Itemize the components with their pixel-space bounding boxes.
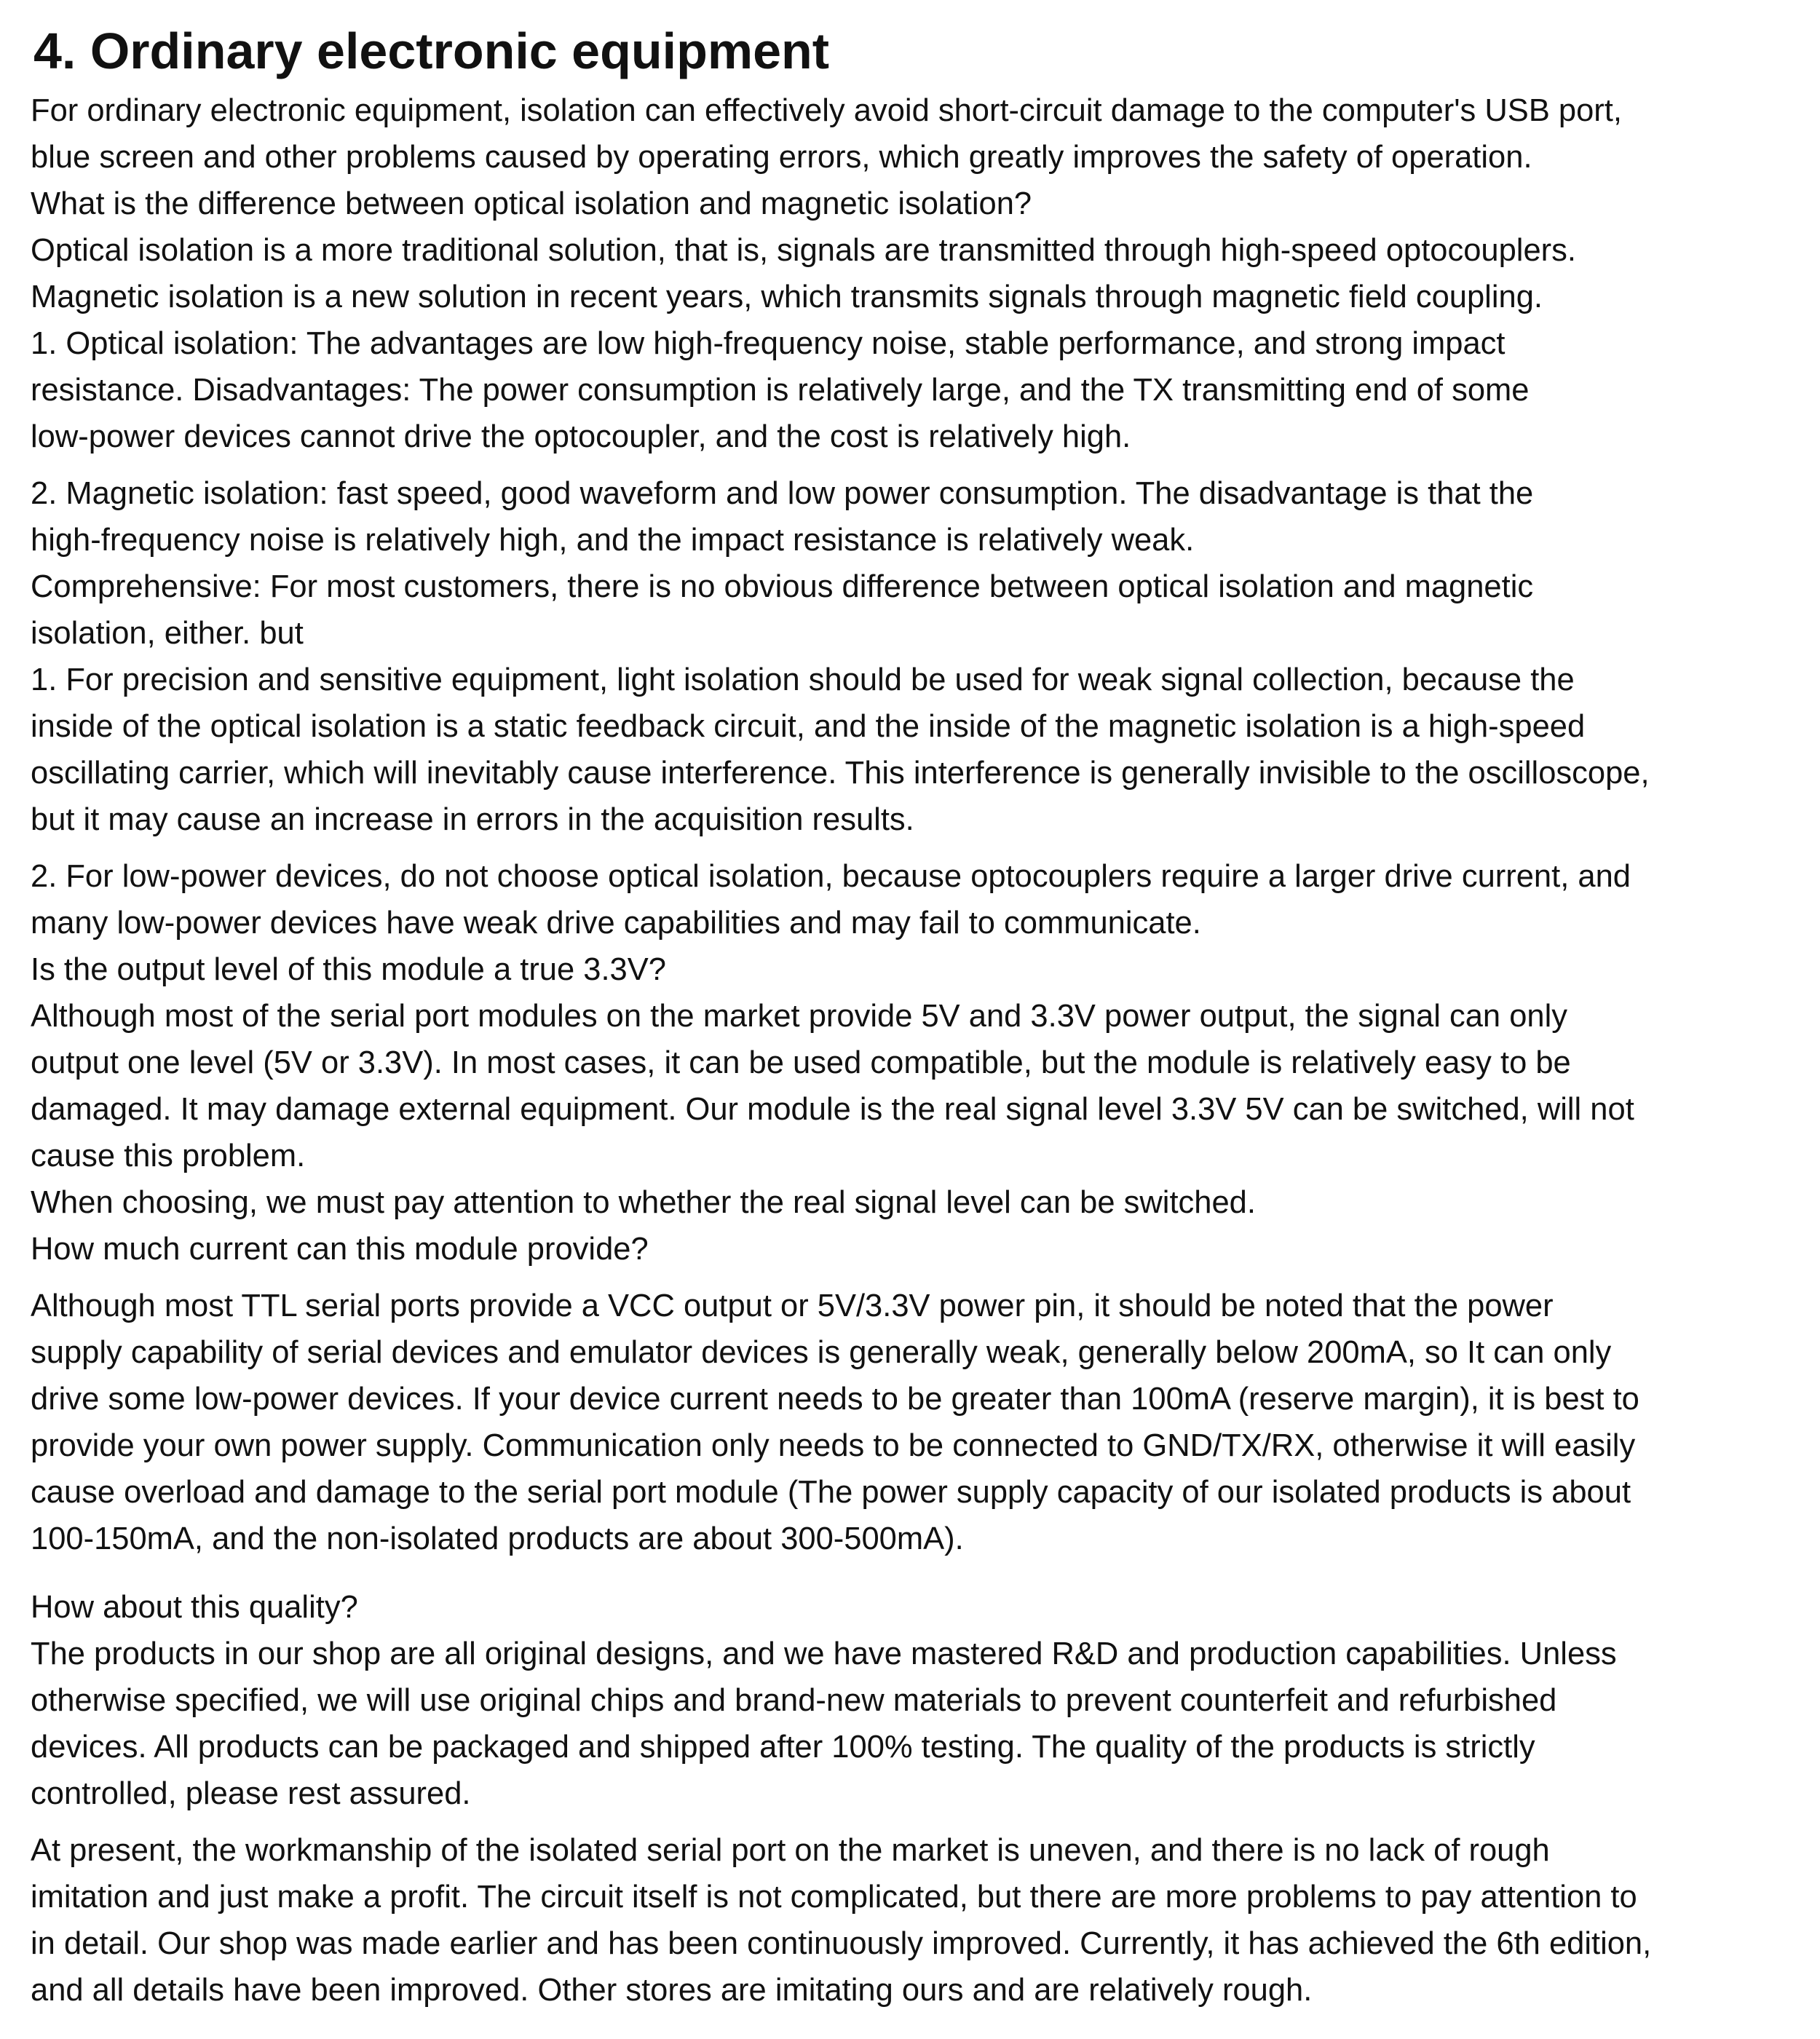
text-line: low-power devices cannot drive the optocoupler, and the cost is relatively high. <box>31 419 1131 454</box>
text-line: supply capability of serial devices and emulator devices is generally weak, generally below 200mA, so It can only <box>31 1335 1612 1370</box>
text-line: At present, the workmanship of the isolated serial port on the market is uneven, and there is no lack of rough <box>31 1833 1550 1868</box>
text-line: How about this quality? <box>31 1590 358 1625</box>
section-heading: 4. Ordinary electronic equipment <box>33 23 830 79</box>
text-line: many low-power devices have weak drive capabilities and may fail to communicate. <box>31 906 1201 941</box>
text-line: 2. Magnetic isolation: fast speed, good waveform and low power consumption. The disadvantage is that the <box>31 476 1534 511</box>
body-text <box>31 87 1814 2014</box>
text-line: For ordinary electronic equipment, isolation can effectively avoid short-circuit damage to the computer's USB port, <box>31 93 1622 128</box>
text-line: drive some low-power devices. If your device current needs to be greater than 100mA (reserve margin), it is best to <box>31 1382 1639 1417</box>
text-line: damaged. It may damage external equipment. Our module is the real signal level 3.3V 5V can be switched, will not <box>31 1092 1634 1127</box>
text-line: controlled, please rest assured. <box>31 1776 471 1811</box>
text-line: oscillating carrier, which will inevitably cause interference. This interference is generally invisible to the oscilloscope, <box>31 756 1650 791</box>
text-line: 1. Optical isolation: The advantages are low high-frequency noise, stable performance, and strong impact <box>31 326 1506 361</box>
text-line: 1. For precision and sensitive equipment, light isolation should be used for weak signal collection, because the <box>31 662 1575 697</box>
text-line: What is the difference between optical isolation and magnetic isolation? <box>31 186 1032 221</box>
text-line: Although most TTL serial ports provide a VCC output or 5V/3.3V power pin, it should be noted that the power <box>31 1288 1554 1323</box>
text-line: imitation and just make a profit. The circuit itself is not complicated, but there are more problems to pay attention to <box>31 1880 1637 1915</box>
text-line: output one level (5V or 3.3V). In most cases, it can be used compatible, but the module is relatively easy to be <box>31 1045 1571 1080</box>
text-line: provide your own power supply. Communication only needs to be connected to GND/TX/RX, otherwise it will easily <box>31 1428 1636 1463</box>
text-line: resistance. Disadvantages: The power consumption is relatively large, and the TX transmitting end of some <box>31 373 1530 408</box>
text-line: Is the output level of this module a true 3.3V? <box>31 952 666 987</box>
text-line: high-frequency noise is relatively high, and the impact resistance is relatively weak. <box>31 523 1195 558</box>
text-line: devices. All products can be packaged and shipped after 100% testing. The quality of the products is strictly <box>31 1730 1535 1765</box>
text-line: and all details have been improved. Other stores are imitating ours and are relatively rough. <box>31 1973 1313 2008</box>
text-line: Magnetic isolation is a new solution in recent years, which transmits signals through magnetic field coupling. <box>31 280 1543 314</box>
text-line: otherwise specified, we will use original chips and brand-new materials to prevent counterfeit and refurbished <box>31 1683 1557 1718</box>
text-line: cause this problem. <box>31 1139 306 1173</box>
text-line: 100-150mA, and the non-isolated products are about 300-500mA). <box>31 1521 964 1556</box>
text-line: When choosing, we must pay attention to whether the real signal level can be switched. <box>31 1185 1256 1220</box>
text-line: Optical isolation is a more traditional solution, that is, signals are transmitted through high-speed optocouplers. <box>31 233 1576 268</box>
text-line: inside of the optical isolation is a static feedback circuit, and the inside of the magnetic isolation is a high-speed <box>31 709 1586 744</box>
text-line: Although most of the serial port modules on the market provide 5V and 3.3V power output, the signal can only <box>31 999 1568 1034</box>
text-line: Comprehensive: For most customers, there is no obvious difference between optical isolation and magnetic <box>31 569 1534 604</box>
text-line: blue screen and other problems caused by operating errors, which greatly improves the safety of operation. <box>31 140 1532 175</box>
text-line: cause overload and damage to the serial port module (The power supply capacity of our isolated products is about <box>31 1475 1631 1510</box>
text-line: The products in our shop are all original designs, and we have mastered R&D and production capabilities. Unless <box>31 1636 1617 1671</box>
text-line: in detail. Our shop was made earlier and has been continuously improved. Currently, it has achieved the 6th edition, <box>31 1926 1652 1961</box>
text-line: isolation, either. but <box>31 616 304 651</box>
text-line: How much current can this module provide? <box>31 1232 649 1267</box>
text-line: but it may cause an increase in errors in the acquisition results. <box>31 802 914 837</box>
text-line: 2. For low-power devices, do not choose optical isolation, because optocouplers require a larger drive current, and <box>31 859 1631 894</box>
cropped-text-strip <box>31 0 1820 4</box>
